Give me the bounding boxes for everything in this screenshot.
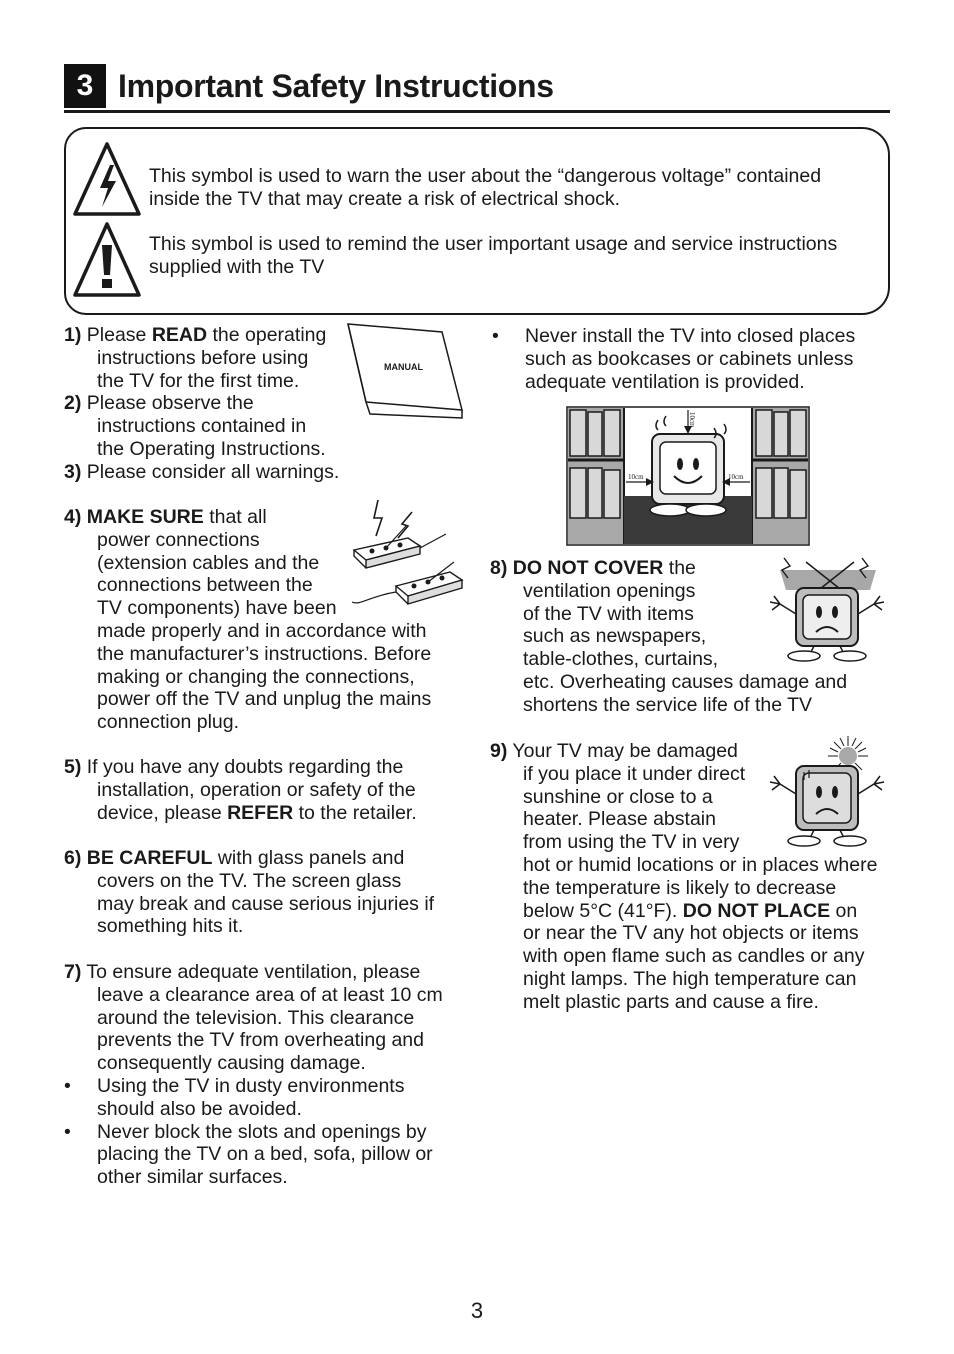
item-9-line: heater. Please abstain xyxy=(523,808,716,831)
item-4-line: made properly and in accordance with xyxy=(97,619,427,642)
bullet-line: other similar surfaces. xyxy=(97,1166,288,1189)
bullet-line: should also be avoided. xyxy=(97,1097,302,1120)
item-4-number: 4) xyxy=(64,506,82,528)
item-5-text: If you have any doubts regarding the xyxy=(81,756,404,778)
item-8-line: such as newspapers, xyxy=(523,625,707,648)
bullet-mark: • xyxy=(492,325,499,347)
item-2-text: Please observe the xyxy=(81,392,254,415)
item-9-line: if you place it under direct xyxy=(523,762,746,785)
bullet-line: Never install the TV into closed places xyxy=(525,325,856,347)
item-4-line: connections between the xyxy=(97,574,313,597)
item-9-emphasis: DO NOT PLACE xyxy=(682,899,831,922)
item-1-number: 1) xyxy=(64,324,82,346)
item-1-line: instructions before using xyxy=(97,346,309,369)
item-9-line: below 5°C (41°F). xyxy=(523,899,683,922)
item-8-line: etc. Overheating causes damage and xyxy=(523,670,848,693)
item-2-number: 2) xyxy=(64,392,82,415)
item-7-number: 7) xyxy=(64,961,82,983)
clearance-illustration xyxy=(566,406,810,546)
item-4-line: TV components) have been xyxy=(97,597,337,620)
bullet-line: Never block the slots and openings by xyxy=(97,1120,427,1143)
bullet-mark: • xyxy=(64,1120,71,1143)
item-5-number: 5) xyxy=(64,756,82,778)
item-4-line: the manufacturer’s instructions. Before xyxy=(97,642,432,665)
item-1-emphasis: READ xyxy=(151,324,208,346)
item-3-text: Please consider all warnings. xyxy=(81,460,340,483)
covered-tv-illustration xyxy=(766,556,890,664)
page-title: Important Safety Instructions xyxy=(118,68,554,104)
item-6-text: with glass panels and xyxy=(212,847,405,869)
item-6-line: may break and cause serious injuries if xyxy=(97,892,435,915)
item-2-line: the Operating Instructions. xyxy=(97,437,326,460)
manual-label: MANUAL xyxy=(384,362,423,372)
item-9-line: or near the TV any hot objects or items xyxy=(523,922,859,945)
item-6-number: 6) BE CAREFUL xyxy=(64,847,213,869)
bullet-line: placing the TV on a bed, sofa, pillow or xyxy=(97,1143,433,1166)
item-4-line: connection plug. xyxy=(97,711,240,734)
item-8-line: ventilation openings xyxy=(523,579,696,602)
item-8-number: 8) DO NOT COVER xyxy=(490,557,664,579)
lightning-warning-icon xyxy=(72,141,142,217)
page-number: 3 xyxy=(470,1298,484,1323)
section-number: 3 xyxy=(64,64,106,108)
item-8-line: table-clothes, curtains, xyxy=(523,648,719,671)
section-header xyxy=(64,64,890,113)
bullet-dusty xyxy=(64,1075,464,1121)
item-9-line: hot or humid locations or in places where xyxy=(523,853,878,876)
item-9-line: night lamps. The high temperature can xyxy=(523,967,857,990)
bullet-slots xyxy=(64,1121,464,1189)
item-6 xyxy=(64,847,454,938)
item-9-line-end: on xyxy=(830,899,858,922)
item-8-line: of the TV with items xyxy=(523,602,694,625)
items-1-3 xyxy=(64,324,354,484)
item-9-line: with open flame such as candles or any xyxy=(523,945,865,968)
power-strip-illustration xyxy=(350,498,466,610)
bullet-closed-places xyxy=(492,325,892,393)
item-7-line: consequently causing damage. xyxy=(97,1052,366,1075)
clearance-right-label: 10cm xyxy=(728,473,744,481)
item-1-text: Please xyxy=(81,324,152,346)
item-1-line: the TV for the first time. xyxy=(97,369,300,392)
item-8-text: the xyxy=(663,557,696,579)
item-9-line: melt plastic parts and cause a fire. xyxy=(523,990,819,1013)
symbol-legend-box xyxy=(64,127,890,315)
item-3-number: 3) xyxy=(64,460,82,483)
item-7-line: around the television. This clearance xyxy=(97,1006,415,1029)
item-5-line-end: to the retailer. xyxy=(293,801,417,824)
manual-illustration xyxy=(344,320,466,420)
item-5-line: device, please xyxy=(97,801,228,824)
item-6-line: covers on the TV. The screen glass xyxy=(97,869,402,892)
item-6-line: something hits it. xyxy=(97,915,244,938)
item-4-emphasis: MAKE SURE xyxy=(81,506,204,528)
item-9-text: Your TV may be damaged xyxy=(507,740,738,762)
sunshine-tv-illustration xyxy=(766,734,890,850)
item-9-line: sunshine or close to a xyxy=(523,785,713,808)
symbol-desc-voltage: This symbol is used to warn the user about the “dangerous voltage” contained inside the TV that may create a risk of electrical shock. xyxy=(149,165,822,210)
clearance-left-label: 10cm xyxy=(628,473,644,481)
item-5-line: installation, operation or safety of the xyxy=(97,778,416,801)
bullet-line: Using the TV in dusty environments xyxy=(97,1074,405,1097)
bullet-line: such as bookcases or cabinets unless xyxy=(525,347,854,370)
item-9-line: from using the TV in very xyxy=(523,831,740,854)
item-9-line: the temperature is likely to decrease xyxy=(523,876,837,899)
exclamation-warning-icon xyxy=(72,221,142,299)
item-4-line: power connections xyxy=(97,528,260,551)
bullet-mark: • xyxy=(64,1074,71,1097)
item-7-text: To ensure adequate ventilation, please xyxy=(81,961,421,983)
symbol-desc-instructions: This symbol is used to remind the user important usage and service instructions supplied with the TV xyxy=(149,233,838,278)
item-5-emphasis: REFER xyxy=(227,801,294,824)
clearance-top-label: 10cm xyxy=(688,412,696,428)
item-4-text: that all xyxy=(203,506,267,528)
item-5 xyxy=(64,756,454,824)
bullet-line: adequate ventilation is provided. xyxy=(525,370,805,393)
item-7-line: leave a clearance area of at least 10 cm xyxy=(97,983,443,1006)
item-7-line: prevents the TV from overheating and xyxy=(97,1029,424,1052)
item-4-line: making or changing the connections, xyxy=(97,665,415,688)
item-2-line: instructions contained in xyxy=(97,415,307,438)
item-7 xyxy=(64,961,464,1189)
item-8-line: shortens the service life of the TV xyxy=(523,693,813,716)
item-9-number: 9) xyxy=(490,740,508,762)
item-4-line: (extension cables and the xyxy=(97,551,320,574)
item-1-text-cont: the operating xyxy=(207,324,327,346)
item-4-line: power off the TV and unplug the mains xyxy=(97,688,432,711)
